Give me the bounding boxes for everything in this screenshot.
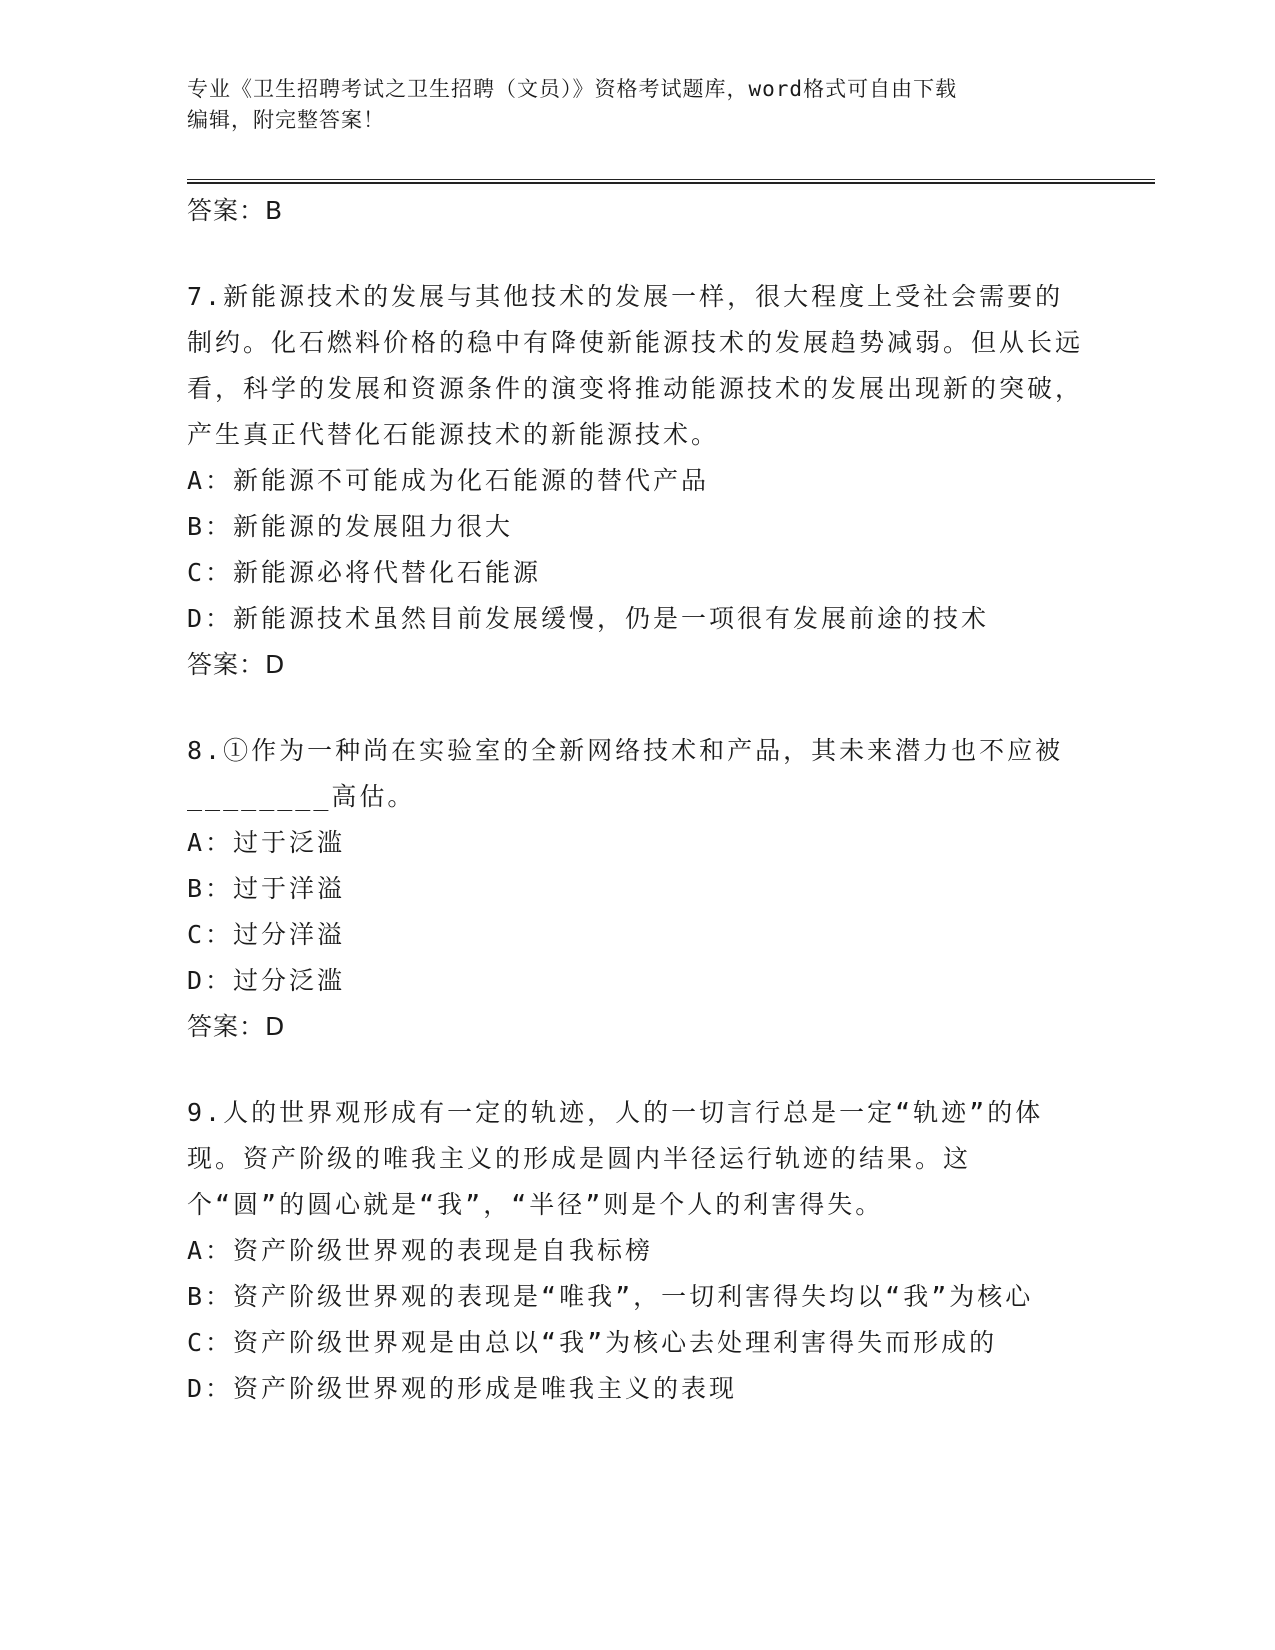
question-8 (187, 728, 1087, 1050)
document-header (187, 74, 1087, 136)
option-d: D：新能源技术虽然目前发展缓慢，仍是一项很有发展前途的技术 (187, 604, 990, 633)
option-b: B：资产阶级世界观的表现是“唯我”，一切利害得失均以“我”为核心 (187, 1282, 1034, 1311)
option-a: A：新能源不可能成为化石能源的替代产品 (187, 466, 710, 495)
option-b: B：新能源的发展阻力很大 (187, 512, 514, 541)
option-d: D：资产阶级世界观的形成是唯我主义的表现 (187, 1374, 738, 1403)
header-rule-thin (187, 179, 1155, 180)
header-line-1: 专业《卫生招聘考试之卫生招聘（文员）》资格考试题库，word格式可自由下载 (187, 77, 958, 101)
option-c: C：资产阶级世界观是由总以“我”为核心去处理利害得失而形成的 (187, 1328, 998, 1357)
question-list (187, 188, 1087, 1412)
option-a: A：过于泛滥 (187, 828, 346, 857)
option-b: B：过于洋溢 (187, 874, 346, 903)
option-c: C：过分洋溢 (187, 920, 346, 949)
option-a: A：资产阶级世界观的表现是自我标榜 (187, 1236, 654, 1265)
answer: 答案：D (187, 650, 286, 679)
question-9 (187, 1090, 1087, 1412)
option-d: D：过分泛滥 (187, 966, 346, 995)
header-rule-thick (187, 182, 1155, 184)
spacer (187, 688, 1087, 728)
spacer (187, 1050, 1087, 1090)
spacer (187, 234, 1087, 274)
option-c: C：新能源必将代替化石能源 (187, 558, 542, 587)
answer: 答案：D (187, 1012, 286, 1041)
question-7 (187, 274, 1087, 688)
previous-answer: 答案：B (187, 196, 284, 225)
question-stem: 9.人的世界观形成有一定的轨迹，人的一切言行总是一定“轨迹”的体现。资产阶级的唯我主义的形成是圆内半径运行轨迹的结果。这个“圆”的圆心就是“我”，“半径”则是个人的利害得失。 (187, 1098, 1044, 1219)
header-line-2: 编辑，附完整答案！ (187, 108, 385, 132)
question-stem: 8.①作为一种尚在实验室的全新网络技术和产品，其未来潜力也不应被________高估。 (187, 736, 1064, 811)
question-stem: 7.新能源技术的发展与其他技术的发展一样，很大程度上受社会需要的制约。化石燃料价格的稳中有降使新能源技术的发展趋势减弱。但从长远看，科学的发展和资源条件的演变将推动能源技术的发展出现新的突破，产生真正代替化石能源技术的新能源技术。 (187, 282, 1084, 449)
